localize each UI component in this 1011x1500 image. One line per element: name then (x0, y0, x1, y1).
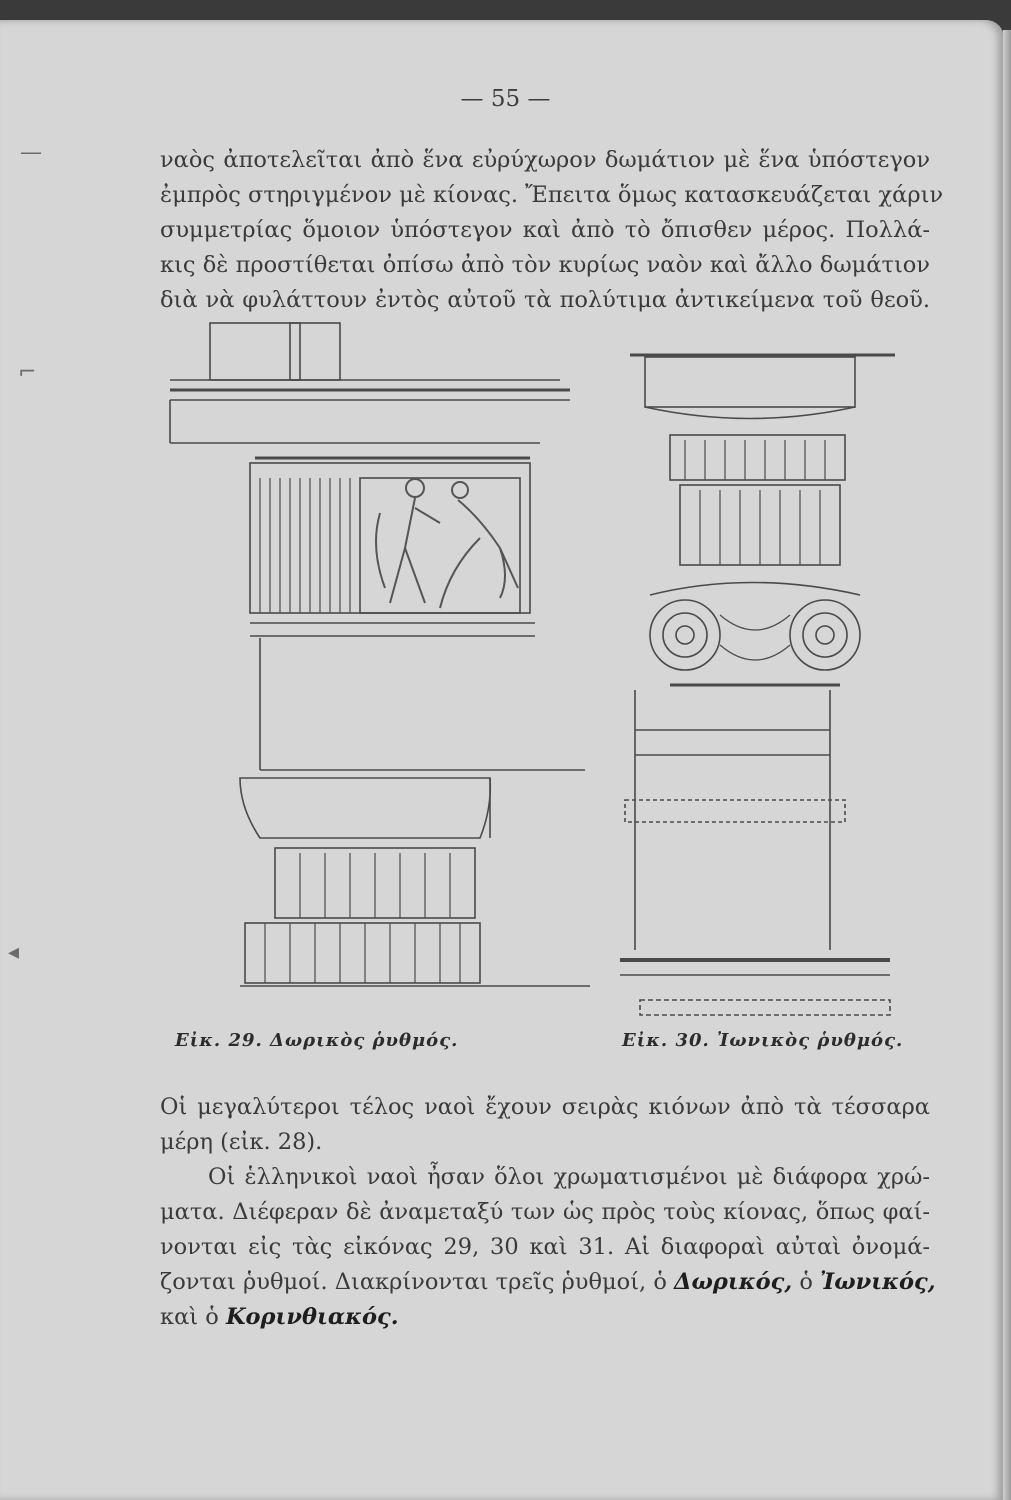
figure-29-caption: Εἰκ. 29. Δωρικὸς ῥυθμός. (175, 1030, 459, 1051)
text-fragment: ὁ (799, 1269, 813, 1295)
margin-mark: ⌐ (18, 360, 37, 385)
term-ionic: Ἰωνικός, (820, 1269, 936, 1295)
paragraph-orders (160, 1160, 936, 1335)
text-line: μέρη (εἰκ. 28). (160, 1129, 323, 1155)
margin-mark: ◂ (8, 940, 20, 965)
text-line: ματα. Διέφεραν δὲ ἀναμεταξύ των ὡς πρὸς τοὺς κίονας, ὅπως φαί- (160, 1199, 930, 1225)
text-line: νονται εἰς τὰς εἰκόνας 29, 30 καὶ 31. Αἱ διαφοραὶ αὐταὶ ὀνομά- (160, 1234, 930, 1260)
text-line: συμμετρίας ὅμοιον ὑπόστεγον καὶ ἀπὸ τὸ ὄπισθεν μέρος. Πολλά- (160, 217, 930, 243)
text-line: ἐμπρὸς στηριγμένον μὲ κίονας. Ἔπειτα ὅμως κατασκευάζεται χάριν (160, 182, 944, 208)
text-line: Οἱ μεγαλύτεροι τέλος ναοὶ ἔχουν σειρὰς κιόνων ἀπὸ τὰ τέσσαρα (160, 1094, 930, 1120)
text-line: διὰ νὰ φυλάττουν ἐντὸς αὐτοῦ τὰ πολύτιμα ἀντικείμενα τοῦ θεοῦ. (160, 287, 930, 313)
text-line (160, 1265, 936, 1300)
doric-order-illustration (140, 318, 600, 1018)
margin-mark: — (20, 140, 42, 165)
figure-30-caption: Εἰκ. 30. Ἰωνικὸς ῥυθμός. (622, 1030, 904, 1051)
text-line: ναὸς ἀποτελεῖται ἀπὸ ἕνα εὐρύχωρον δωμάτιον μὲ ἕνα ὑπόστεγον (160, 147, 930, 173)
paragraph-larger-temples (160, 1090, 930, 1160)
text-line (160, 1300, 930, 1335)
page-number: — 55 — (460, 86, 551, 112)
text-line: Οἱ ἑλληνικοὶ ναοὶ ἦσαν ὅλοι χρωματισμένοι μὲ διάφορα χρώ- (208, 1164, 930, 1190)
term-corinthian: Κορινθιακός. (225, 1304, 399, 1330)
term-doric: Δωρικός, (674, 1269, 793, 1295)
text-fragment: ζονται ῥυθμοί. Διακρίνονται τρεῖς ῥυθμοί, ὁ (160, 1269, 667, 1295)
paragraph-temple-description (160, 143, 944, 318)
text-line: κις δὲ προστίθεται ὀπίσω ἀπὸ τὸν κυρίως ναὸν καὶ ἄλλο δωμάτιον (160, 252, 930, 278)
page-edge (1003, 30, 1011, 1500)
text-fragment: καὶ ὁ (160, 1304, 219, 1330)
ionic-order-illustration (610, 345, 900, 1025)
